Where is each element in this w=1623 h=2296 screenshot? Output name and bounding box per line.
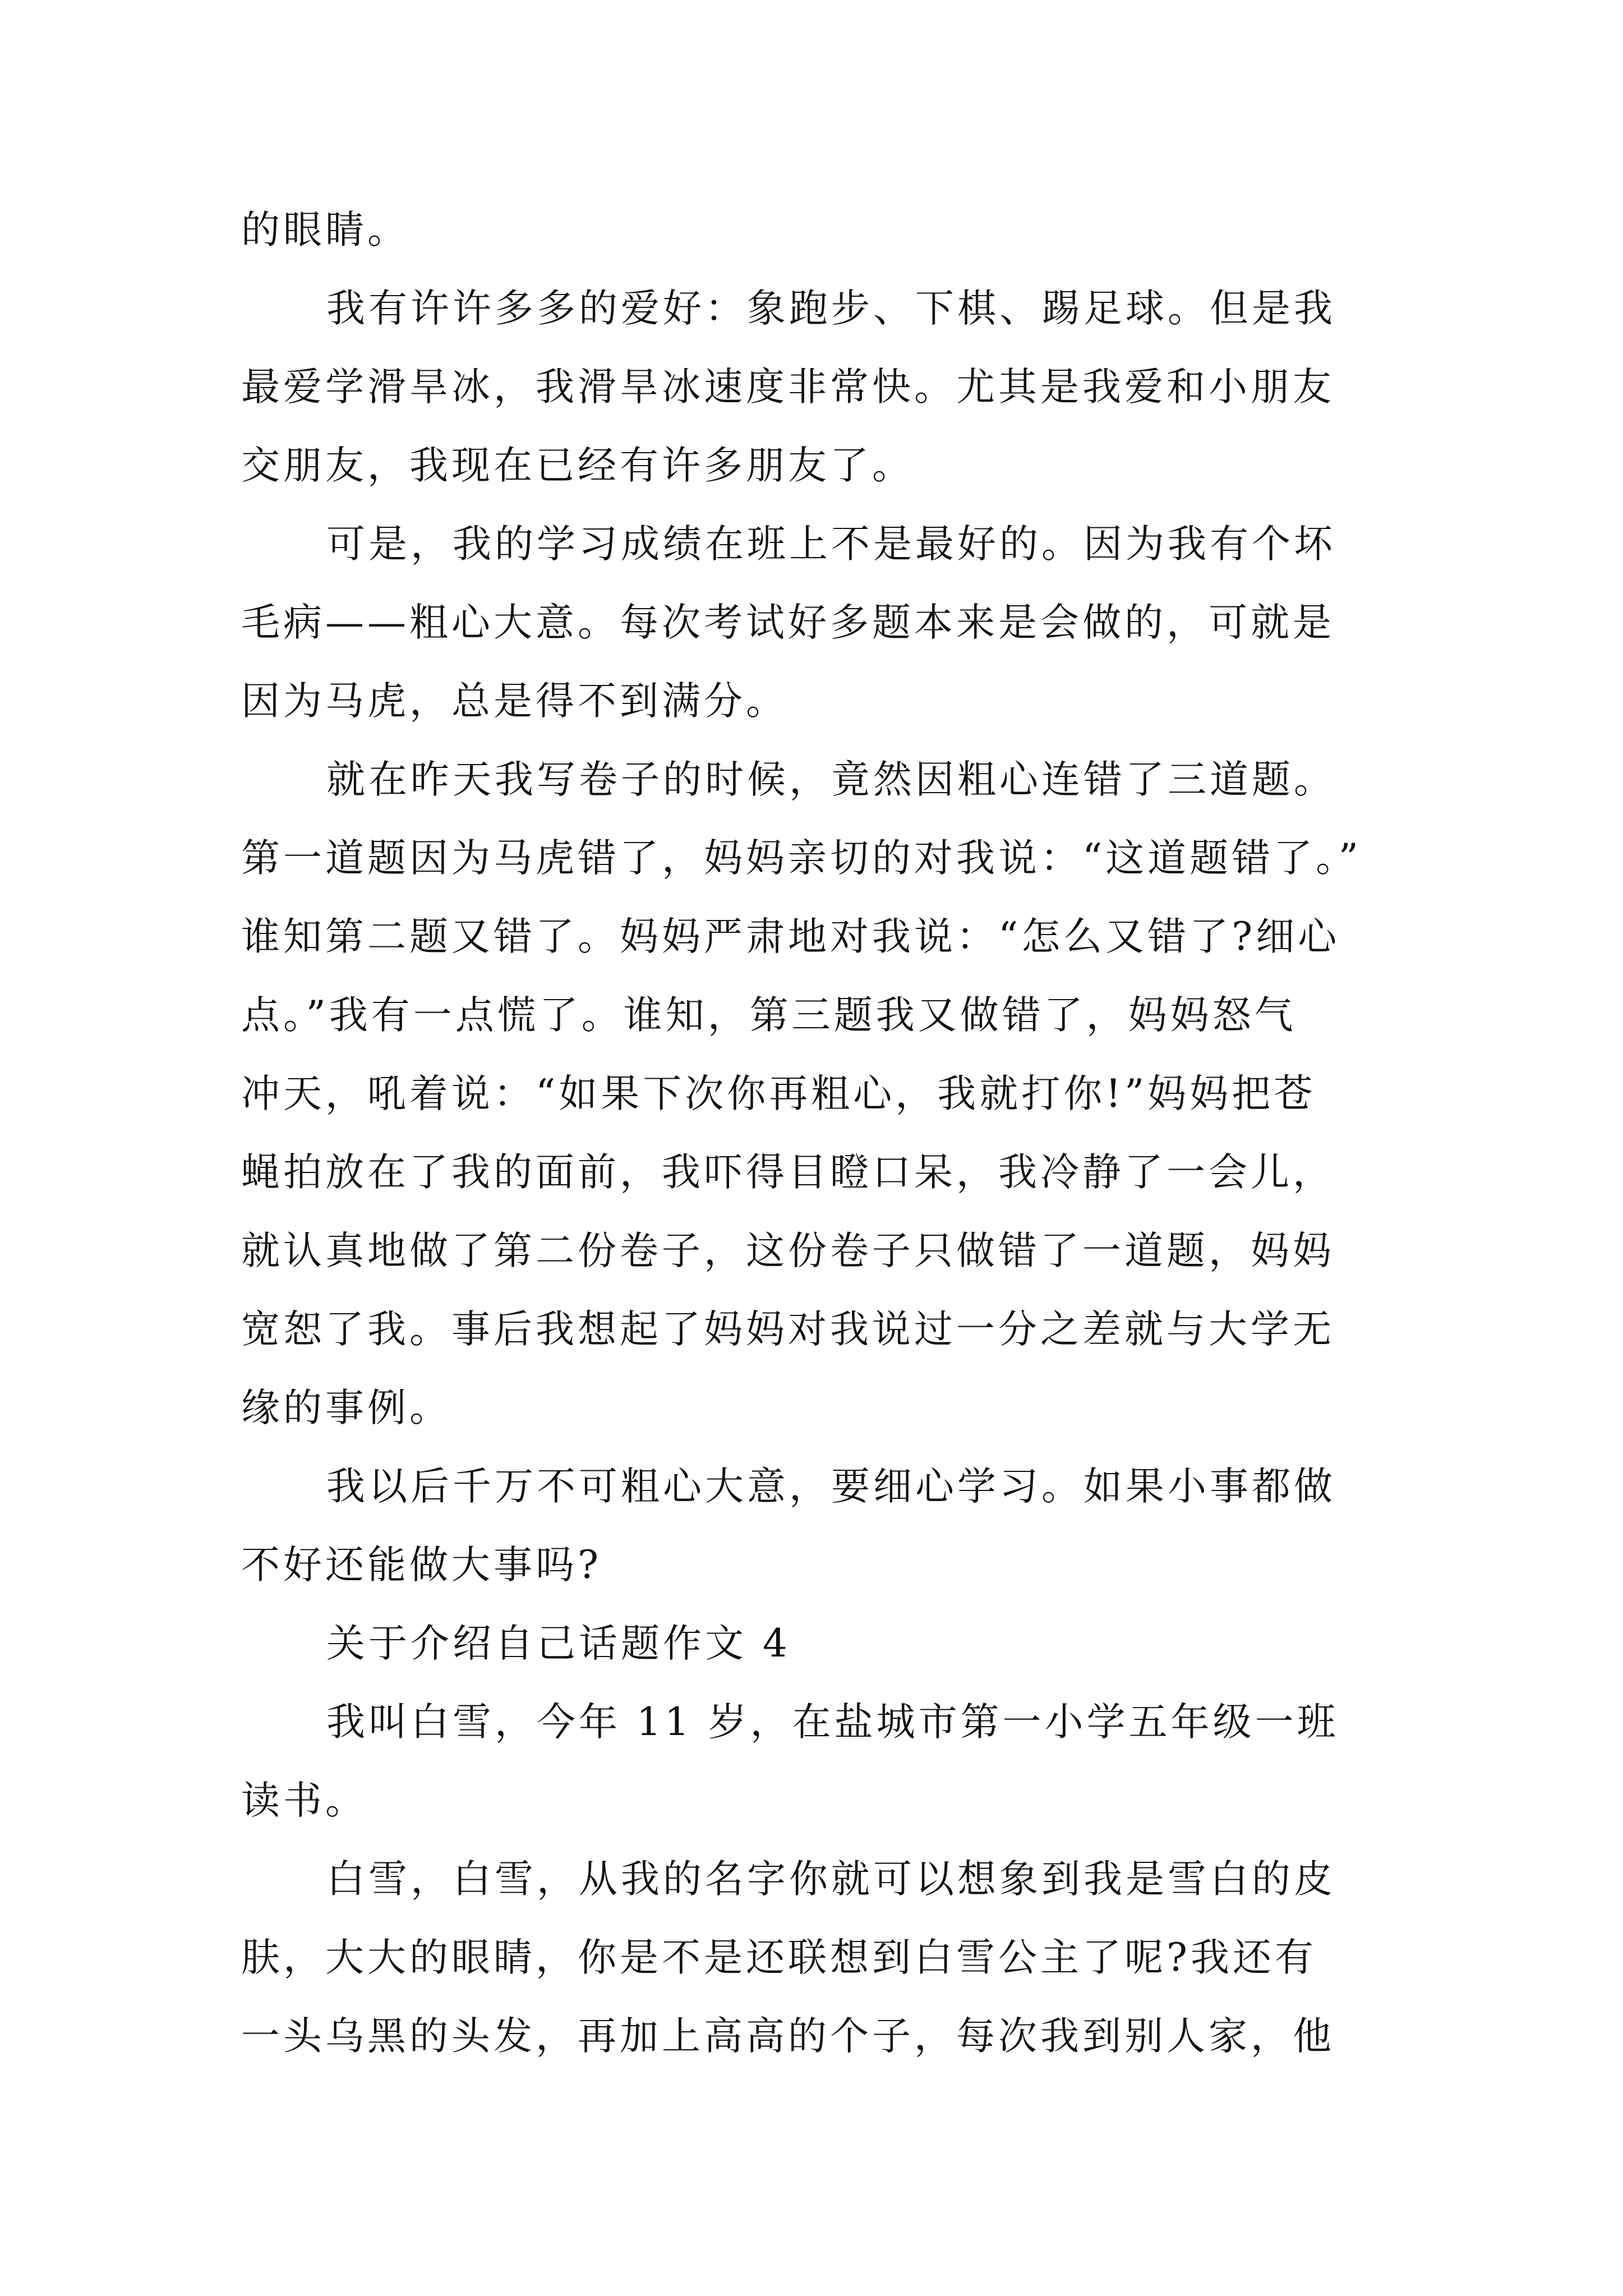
text-line: 毛病——粗心大意。每次考试好多题本来是会做的，可就是: [241, 600, 1335, 645]
text-line: 我叫白雪，今年 11 岁，在盐城市第一小学五年级一班: [326, 1700, 1339, 1745]
section-heading: 关于介绍自己话题作文 4: [326, 1621, 791, 1666]
document-body: [241, 191, 1385, 2076]
text-line: 点。”我有一点慌了。谁知，第三题我又做错了，妈妈怒气: [241, 993, 1297, 1038]
text-line: 的眼睛。: [241, 208, 409, 252]
text-line: 因为马虎，总是得不到满分。: [241, 679, 788, 724]
text-line: 我以后千万不可粗心大意，要细心学习。如果小事都做: [326, 1464, 1336, 1509]
text-line: 最爱学滑旱冰，我滑旱冰速度非常快。尤其是我爱和小朋友: [241, 365, 1335, 409]
text-line: 就认真地做了第二份卷子，这份卷子只做错了一道题，妈妈: [241, 1228, 1335, 1273]
text-line: 谁知第二题又错了。妈妈严肃地对我说：“怎么又错了?细心: [241, 914, 1340, 959]
text-line: 就在昨天我写卷子的时候，竟然因粗心连错了三道题。: [326, 757, 1336, 802]
text-line: 肤，大大的眼睛，你是不是还联想到白雪公主了呢?我还有: [241, 1935, 1317, 1980]
text-line: 第一道题因为马虎错了，妈妈亲切的对我说：“这道题错了。”: [241, 836, 1362, 881]
text-line: 可是，我的学习成绩在班上不是最好的。因为我有个坏: [326, 522, 1336, 567]
text-line: 一头乌黑的头发，再加上高高的个子，每次我到别人家，他: [241, 2014, 1335, 2059]
text-line: 冲天，吼着说：“如果下次你再粗心，我就打你!”妈妈把苍: [241, 1071, 1316, 1116]
text-line: 我有许许多多的爱好：象跑步、下棋、踢足球。但是我: [326, 286, 1336, 331]
text-line: 交朋友，我现在已经有许多朋友了。: [241, 443, 914, 488]
text-line: 白雪，白雪，从我的名字你就可以想象到我是雪白的皮: [326, 1857, 1336, 1902]
text-line: 宽恕了我。事后我想起了妈妈对我说过一分之差就与大学无: [241, 1307, 1335, 1352]
text-line: 蝇拍放在了我的面前，我吓得目瞪口呆，我冷静了一会儿，: [241, 1150, 1335, 1195]
text-line: 读书。: [241, 1778, 367, 1823]
text-line: 不好还能做大事吗?: [241, 1543, 602, 1588]
text-line: 缘的事例。: [241, 1386, 451, 1430]
